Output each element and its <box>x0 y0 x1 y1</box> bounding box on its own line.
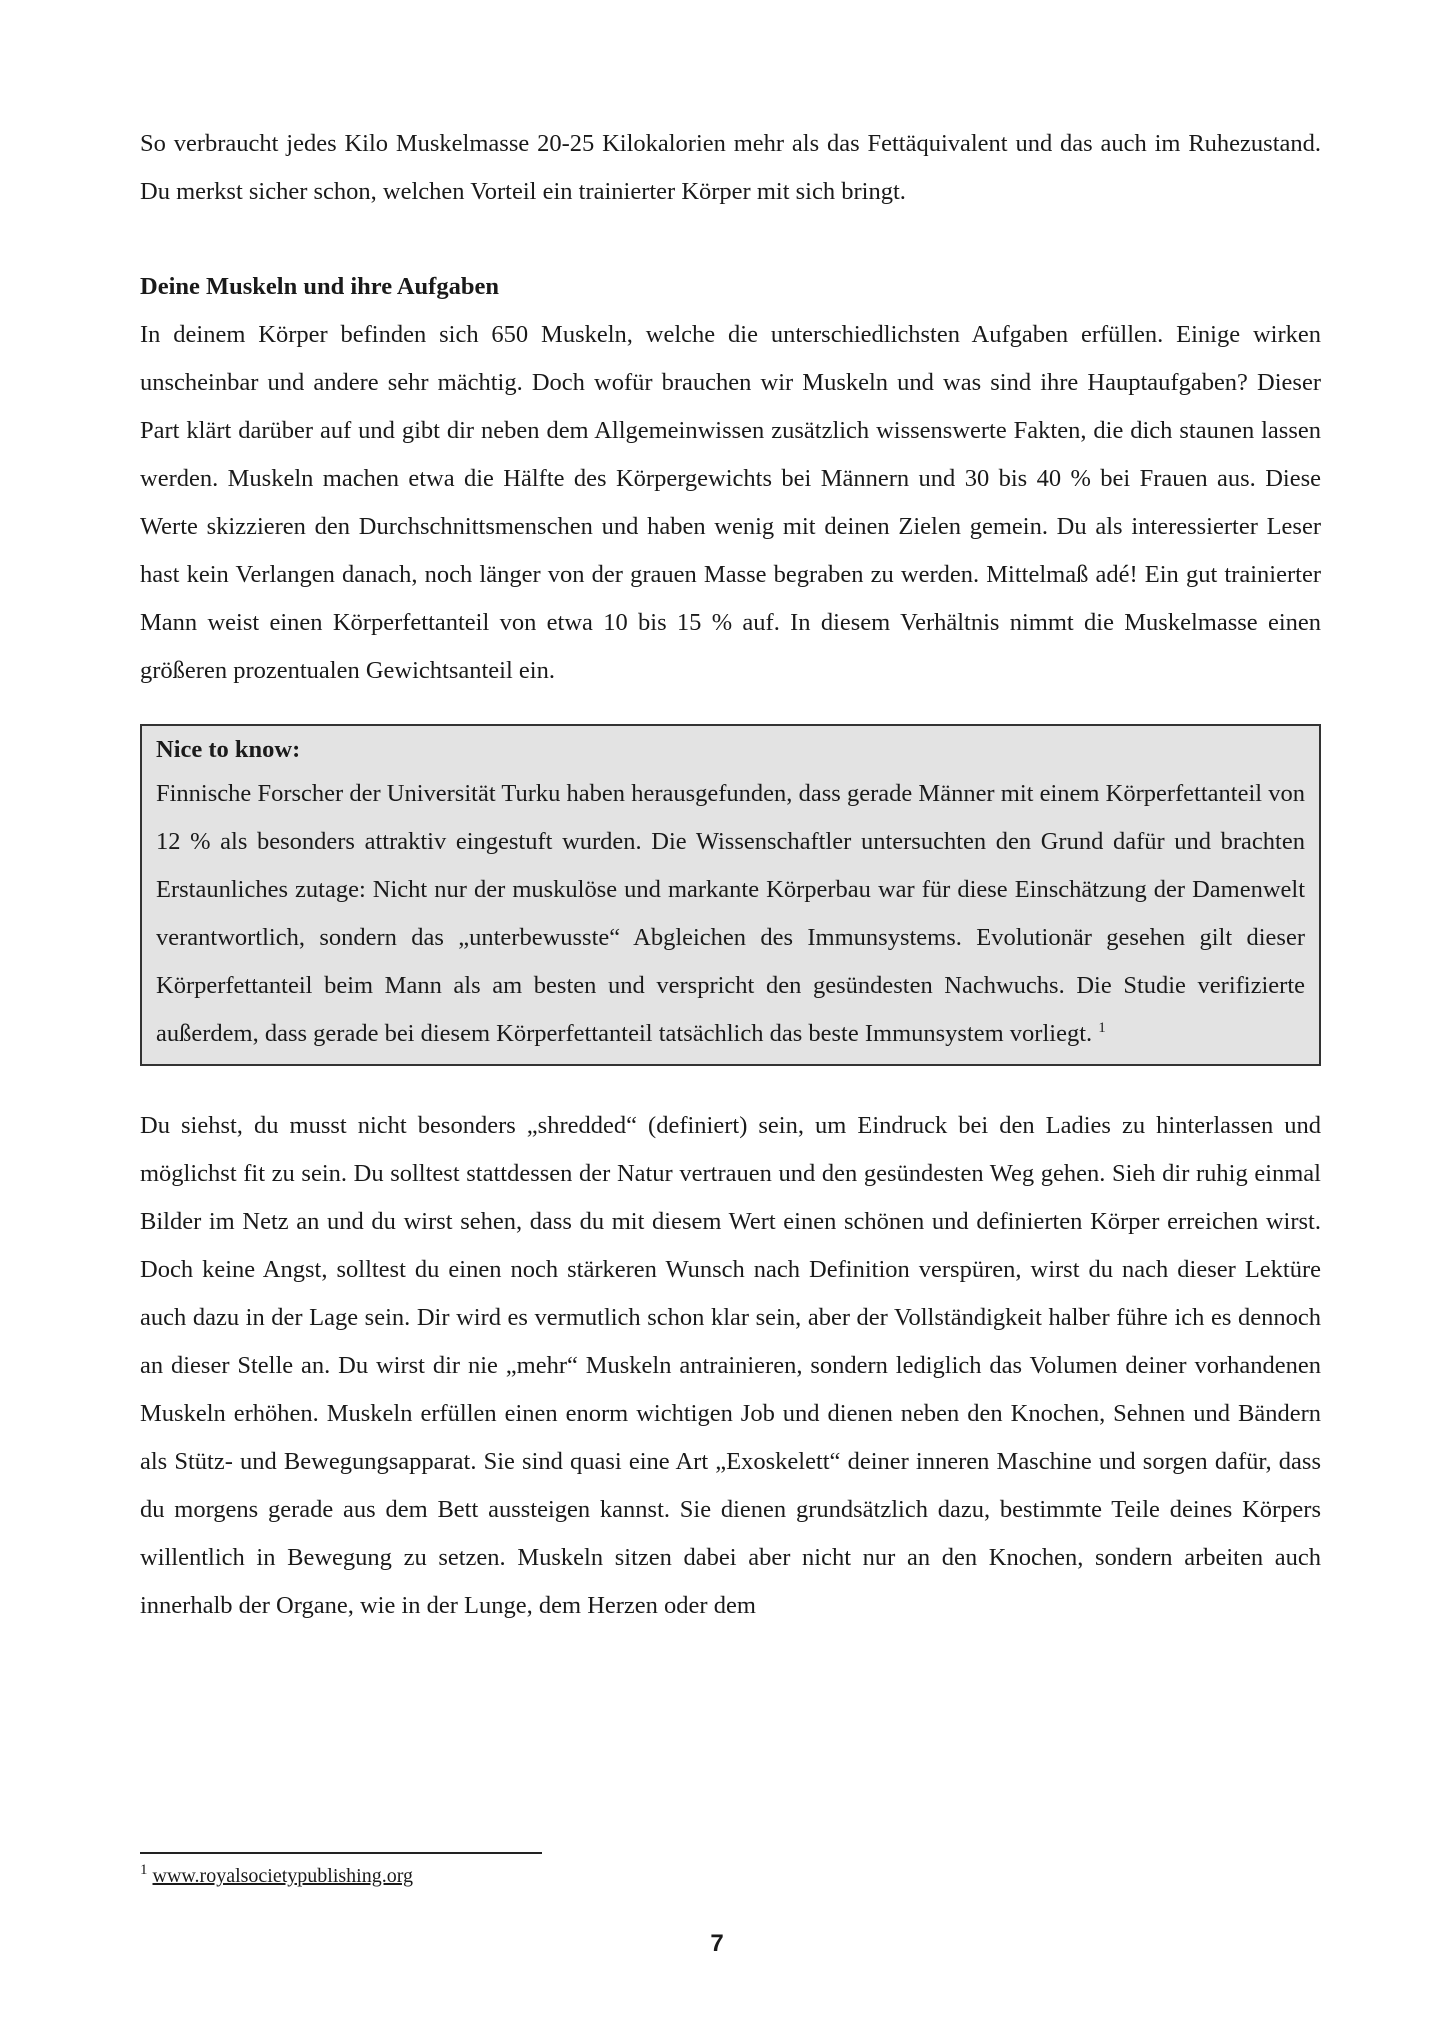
page-number: 7 <box>710 1930 724 1957</box>
nice-to-know-box <box>140 724 1321 1066</box>
nice-to-know-body <box>156 770 1305 1058</box>
intro-paragraph: So verbraucht jedes Kilo Muskelmasse 20-25 Kilokalorien mehr als das Fettäquivalent und das auch im Ruhezustand. Du merkst sicher schon, welchen Vorteil ein trainierter Körper mit sich bringt. <box>140 130 1321 205</box>
section-body-paragraph: In deinem Körper befinden sich 650 Muskeln, welche die unterschiedlichsten Aufgaben erfüllen. Einige wirken unscheinbar und andere sehr mächtig. Doch wofür brauchen wir Muskeln und was sind ihre Hauptaufgaben? Dieser Part klärt darüber auf und gibt dir neben dem Allgemeinwissen zusätzlich wissenswerte Fakten, die dich staunen lassen werden. Muskeln machen etwa die Hälfte des Körpergewichts bei Männern und 30 bis 40 % bei Frauen aus. Diese Werte skizzieren den Durchschnittsmenschen und haben wenig mit deinen Zielen gemein. Du als interessierter Leser hast kein Verlangen danach, noch länger von der grauen Masse begraben zu werden. Mittelmaß adé! Ein gut trainierter Mann weist einen Körperfettanteil von etwa 10 bis 15 % auf. In diesem Verhältnis nimmt die Muskelmasse einen größeren prozentualen Gewichtsanteil ein. <box>140 321 1321 684</box>
section-heading: Deine Muskeln und ihre Aufgaben <box>140 273 499 300</box>
footnote-reference[interactable]: 1 <box>1098 1020 1106 1036</box>
nice-to-know-title: Nice to know: <box>156 736 301 763</box>
footnote-divider <box>140 1852 542 1854</box>
after-box-paragraph: Du siehst, du musst nicht besonders „shredded“ (definiert) sein, um Eindruck bei den Ladies zu hinterlassen und möglichst fit zu sein. Du solltest stattdessen der Natur vertrauen und den gesündesten Weg gehen. Sieh dir ruhig einmal Bilder im Netz an und du wirst sehen, dass du mit diesem Wert einen schönen und definierten Körper erreichen wirst. Doch keine Angst, solltest du einen noch stärkeren Wunsch nach Definition verspüren, wirst du nach dieser Lektüre auch dazu in der Lage sein. Dir wird es vermutlich schon klar sein, aber der Vollständigkeit halber führe ich es dennoch an dieser Stelle an. Du wirst dir nie „mehr“ Muskeln antrainieren, sondern lediglich das Volumen deiner vorhandenen Muskeln erhöhen. Muskeln erfüllen einen enorm wichtigen Job und dienen neben den Knochen, Sehnen und Bändern als Stütz- und Bewegungsapparat. Sie sind quasi eine Art „Exoskelett“ deiner inneren Maschine und sorgen dafür, dass du morgens gerade aus dem Bett aussteigen kannst. Sie dienen grundsätzlich dazu, bestimmte Teile deines Körpers willentlich in Bewegung zu setzen. Muskeln sitzen dabei aber nicht nur an den Knochen, sondern arbeiten auch innerhalb der Organe, wie in der Lunge, dem Herzen oder dem <box>140 1112 1321 1619</box>
nice-to-know-text: Finnische Forscher der Universität Turku haben herausgefunden, dass gerade Männer mit einem Körperfettanteil von 12 % als besonders attraktiv eingestuft wurden. Die Wissenschaftler untersuchten den Grund dafür und brachten Erstaunliches zutage: Nicht nur der muskulöse und markante Körperbau war für diese Einschätzung der Damenwelt verantwortlich, sondern das „unterbewusste“ Abgleichen des Immunsystems. Evolutionär gesehen gilt dieser Körperfettanteil beim Mann als am besten und verspricht den gesündesten Nachwuchs. Die Studie verifizierte außerdem, dass gerade bei diesem Körperfettanteil tatsächlich das beste Immunsystem vorliegt. <box>156 780 1305 1047</box>
footnote <box>140 1862 413 1890</box>
page-content <box>140 120 1321 1630</box>
footnote-link[interactable]: www.royalsocietypublishing.org <box>152 1865 414 1887</box>
footnote-marker: 1 <box>140 1862 148 1878</box>
